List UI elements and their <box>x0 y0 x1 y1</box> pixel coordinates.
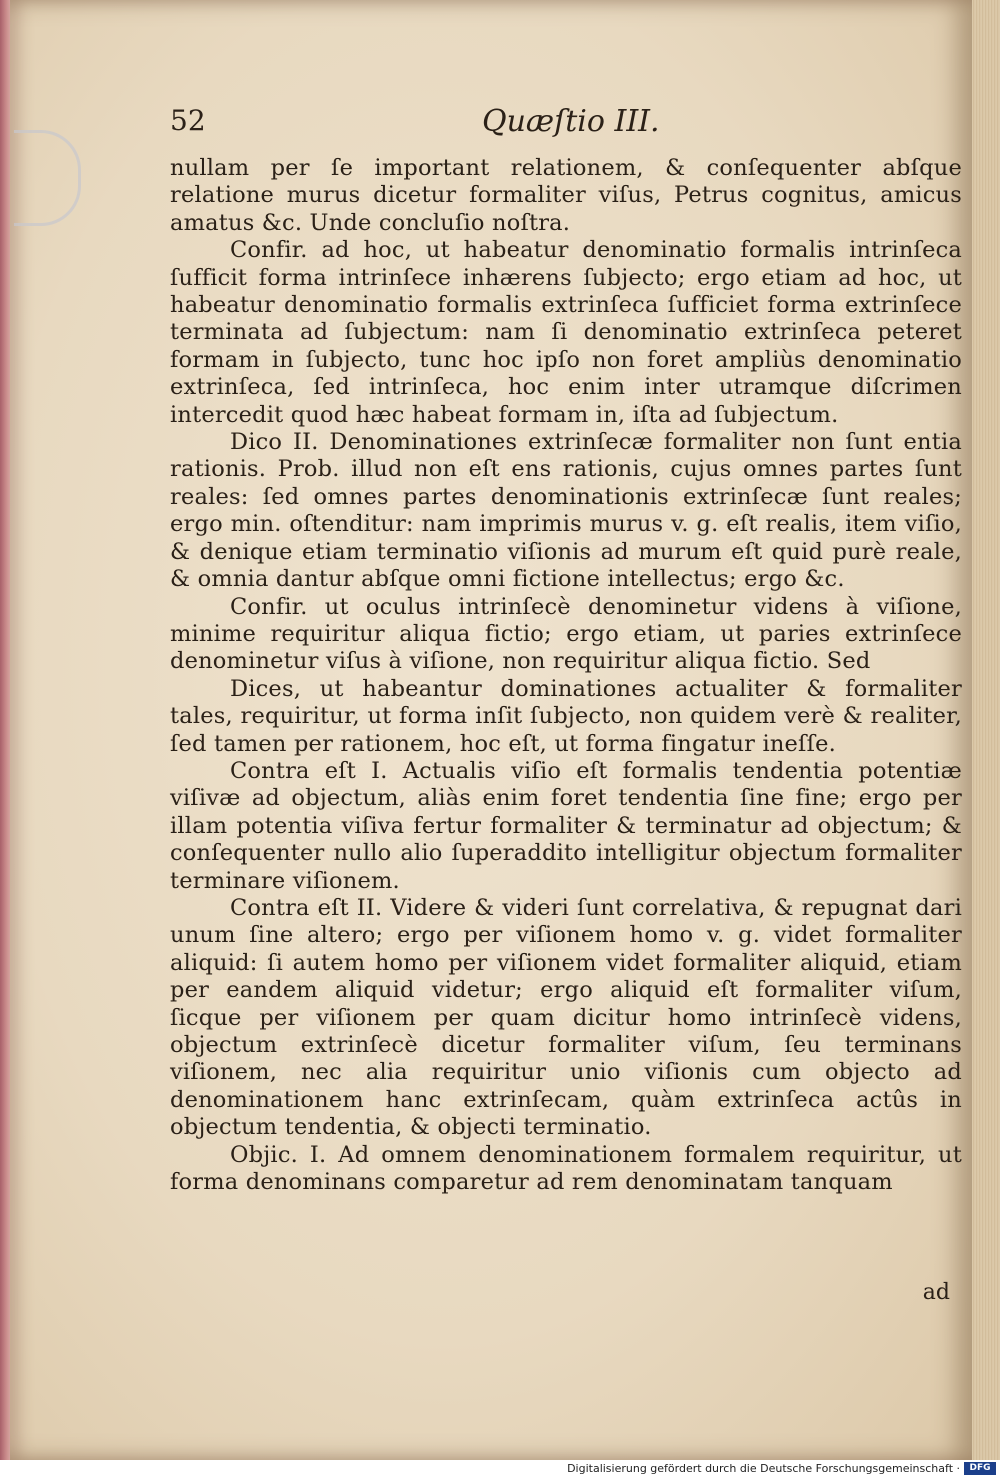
paragraph: Dico II. Denominationes extrinſecæ formaliter non ſunt entia rationis. Prob. illud non eſt ens rationis, cujus omnes partes ſunt reales: ſed omnes partes denominationis extrinſecæ ſunt reales; ergo min. oſtenditur: nam imprimis murus v. g. eſt realis, item viſio, & denique etiam terminatio viſionis ad murum eſt quid purè reale, & omnia dantur abſque omni fictione intellectus; ergo &c. <box>170 429 962 593</box>
dfg-credit: Digitalisierung gefördert durch die Deutsche Forschungsgemeinschaft · <box>567 1462 960 1475</box>
catchword: ad <box>922 1280 950 1305</box>
page-header <box>170 104 950 144</box>
page-stack-edge <box>972 0 1000 1460</box>
page-number: 52 <box>170 104 206 137</box>
paragraph: nullam per ſe important relationem, & conſequenter abſque relatione murus dicetur formaliter viſus, Petrus cognitus, amicus amatus &c. Unde concluſio noſtra. <box>170 155 962 236</box>
page-clip <box>14 130 81 226</box>
paragraph: Confir. ut oculus intrinſecè denominetur videns à viſione, minime requiritur aliqua fictio; ergo etiam, ut paries extrinſece denominetur viſus à viſione, non requiritur aliqua fictio. Sed <box>170 593 962 675</box>
paragraph: Contra eſt I. Actualis viſio eſt formalis tendentia potentiæ viſivæ ad objectum, aliàs enim foret tendentia ſine fine; ergo per illam potentia viſiva fertur formaliter & terminatur ad objectum; & conſequenter nullo alio ſuperaddito intelligitur objectum formaliter terminare viſionem. <box>170 757 962 894</box>
paragraph: Contra eſt II. Videre & videri ſunt correlativa, & repugnat dari unum ſine altero; ergo per viſionem homo v. g. videt formaliter aliquid: ſi autem homo per viſionem videt formaliter aliquid, etiam per eandem aliquid videtur; ergo aliquid eſt formaliter viſum, ſicque per viſionem per quam dicitur homo intrinſecè videns, objectum extrinſecè dicetur formaliter viſum, ſeu terminans viſionem, nec alia requiritur unio viſionis cum objecto ad denominationem hanc extrinſecam, quàm extrinſeca actûs in objectum tendentia, & objecti terminatio. <box>170 894 962 1141</box>
running-head: Quæſtio III. <box>482 104 660 139</box>
paragraph: Dices, ut habeantur dominationes actualiter & formaliter tales, requiritur, ut forma inſit ſubjecto, non quidem verè & realiter, ſed tamen per rationem, hoc eſt, ut forma fingatur ineſſe. <box>170 675 962 757</box>
body-text <box>170 155 962 1196</box>
dfg-logo: DFG <box>964 1462 996 1475</box>
paragraph: Objic. I. Ad omnem denominationem formalem requiritur, ut forma denominans comparetur ad rem denominatam tanquam <box>170 1141 962 1196</box>
paragraph: Confir. ad hoc, ut habeatur denominatio formalis intrinſeca ſufficit forma intrinſece inhærens ſubjecto; ergo etiam ad hoc, ut habeatur denominatio formalis extrinſeca ſufficiet forma extrinſece terminata ad ſubjectum: nam ſi denominatio extrinſeca peteret formam in ſubjecto, tunc hoc ipſo non foret ampliùs denominatio extrinſeca, ſed intrinſeca, hoc enim inter utramque diſcrimen intercedit quod hæc habeat formam in, iſta ad ſubjectum. <box>170 237 962 428</box>
